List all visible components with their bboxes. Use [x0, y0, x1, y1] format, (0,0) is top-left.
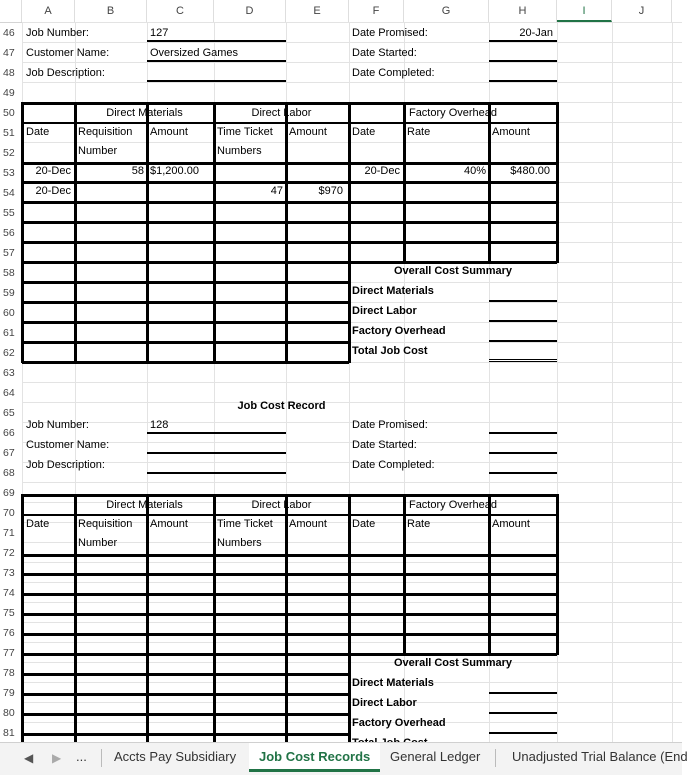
- row-header[interactable]: 71: [3, 527, 15, 539]
- row-header[interactable]: 54: [3, 187, 15, 199]
- row-header[interactable]: 76: [3, 627, 15, 639]
- entry-requisition-1[interactable]: 58: [131, 165, 144, 177]
- row-header[interactable]: 63: [3, 367, 15, 379]
- column-header-row: [0, 0, 682, 23]
- cell-border: [147, 452, 286, 454]
- direct-materials-header-2: Direct Materials: [106, 499, 183, 511]
- select-all-corner[interactable]: [0, 0, 22, 22]
- row-header[interactable]: 64: [3, 387, 15, 399]
- summary-direct-materials: Direct Materials: [352, 285, 434, 297]
- cell-border: [22, 733, 349, 736]
- more-sheets-button[interactable]: ...: [76, 749, 87, 764]
- row-header[interactable]: 66: [3, 427, 15, 439]
- summary-total-job-cost: Total Job Cost: [352, 345, 428, 357]
- row-header[interactable]: 61: [3, 327, 15, 339]
- column-header-e[interactable]: E: [286, 0, 349, 22]
- gridline: [22, 382, 682, 383]
- row-header[interactable]: 59: [3, 287, 15, 299]
- gridline: [612, 22, 613, 742]
- column-header-g[interactable]: G: [404, 0, 489, 22]
- cell-border: [22, 361, 349, 364]
- col-dl-amount-label: Amount: [289, 126, 327, 138]
- cell-border: [489, 712, 557, 714]
- cell-border: [488, 494, 491, 655]
- cell-border: [403, 102, 406, 263]
- col-time-ticket-label-2: Numbers: [217, 145, 262, 157]
- gridline: [672, 22, 673, 742]
- cell-border: [22, 713, 349, 716]
- row-header[interactable]: 51: [3, 127, 15, 139]
- entry-time-ticket-2[interactable]: 47: [270, 185, 283, 197]
- col-requisition-label-4: Number: [78, 537, 118, 549]
- col-date-label-2: Date: [26, 518, 50, 530]
- factory-overhead-header-2: Factory Overhead: [408, 499, 498, 511]
- direct-labor-header: Direct Labor: [251, 107, 312, 119]
- entry-date-1[interactable]: 20-Dec: [35, 165, 71, 177]
- gridline: [22, 142, 682, 143]
- date-promised-label: Date Promised:: [352, 27, 428, 39]
- scroll-tabs-left-icon[interactable]: ◀: [24, 751, 34, 765]
- cell-border: [489, 432, 557, 434]
- cell-border: [22, 241, 557, 244]
- row-header[interactable]: 73: [3, 567, 15, 579]
- cell-border: [22, 554, 557, 557]
- cell-border: [21, 494, 24, 755]
- col-date-label: Date: [26, 126, 50, 138]
- col-time-ticket-label-3: Time Ticket: [217, 518, 273, 530]
- row-header[interactable]: 57: [3, 247, 15, 259]
- col-requisition-label-3: Requisition: [78, 518, 133, 530]
- row-header[interactable]: 69: [3, 487, 15, 499]
- row-header[interactable]: 70: [3, 507, 15, 519]
- cell-border: [489, 340, 557, 342]
- job-description-label: Job Description:: [26, 67, 105, 79]
- cell-border: [489, 320, 557, 322]
- date-promised-label-2: Date Promised:: [352, 419, 428, 431]
- row-header[interactable]: 58: [3, 267, 15, 279]
- cell-border: [22, 321, 349, 324]
- row-header[interactable]: 46: [3, 27, 15, 39]
- col-fo-amount-label: Amount: [492, 126, 530, 138]
- cell-border: [489, 692, 557, 694]
- summary-direct-materials-2: Direct Materials: [352, 677, 434, 689]
- cell-border: [22, 201, 557, 204]
- column-header-f[interactable]: F: [349, 0, 404, 22]
- entry-fo-date-1[interactable]: 20-Dec: [364, 165, 400, 177]
- direct-labor-header-2: Direct Labor: [251, 499, 312, 511]
- date-promised-value[interactable]: 20-Jan: [519, 27, 553, 39]
- entry-date-2[interactable]: 20-Dec: [35, 185, 71, 197]
- sheet-tab-bar: [0, 742, 688, 775]
- row-header[interactable]: 62: [3, 347, 15, 359]
- column-header-c[interactable]: C: [147, 0, 214, 22]
- cell-border: [489, 361, 557, 362]
- column-header-a[interactable]: A: [22, 0, 75, 22]
- cell-border: [22, 341, 349, 344]
- cell-border: [146, 494, 149, 755]
- row-header[interactable]: 77: [3, 647, 15, 659]
- job-number-value[interactable]: 127: [150, 27, 169, 39]
- cell-border: [488, 102, 491, 263]
- cell-border: [22, 281, 349, 284]
- cell-border: [285, 102, 288, 363]
- row-header[interactable]: 68: [3, 467, 15, 479]
- cell-border: [22, 593, 557, 596]
- column-header-h[interactable]: H: [489, 0, 557, 22]
- cell-border: [74, 494, 77, 755]
- cell-border: [22, 673, 349, 676]
- summary-title: Overall Cost Summary: [394, 265, 512, 277]
- row-header[interactable]: 56: [3, 227, 15, 239]
- cell-border: [22, 221, 557, 224]
- gridline: [22, 582, 682, 583]
- row-header[interactable]: 47: [3, 47, 15, 59]
- row-header[interactable]: 50: [3, 107, 15, 119]
- customer-name-label-2: Customer Name:: [26, 439, 110, 451]
- job-cost-record-title: Job Cost Record: [237, 400, 326, 412]
- job-number-value-2[interactable]: 128: [150, 419, 169, 431]
- row-header[interactable]: 55: [3, 207, 15, 219]
- summary-direct-labor-2: Direct Labor: [352, 697, 417, 709]
- cell-border: [22, 573, 557, 576]
- customer-name-value[interactable]: Oversized Games: [150, 47, 239, 59]
- col-dm-amount-label-2: Amount: [150, 518, 188, 530]
- col-fo-date-label-2: Date: [352, 518, 376, 530]
- cell-border: [22, 693, 349, 696]
- tab-accts-pay-subsidiary[interactable]: Accts Pay Subsidiary: [114, 749, 237, 764]
- job-number-label-2: Job Number:: [26, 419, 89, 431]
- cell-border: [22, 301, 349, 304]
- date-started-label: Date Started:: [352, 47, 417, 59]
- cell-border: [21, 102, 24, 363]
- row-header[interactable]: 53: [3, 167, 15, 179]
- cell-border: [74, 102, 77, 363]
- job-description-label-2: Job Description:: [26, 459, 105, 471]
- factory-overhead-header: Factory Overhead: [408, 107, 498, 119]
- date-completed-label-2: Date Completed:: [352, 459, 435, 471]
- customer-name-label: Customer Name:: [26, 47, 110, 59]
- tab-job-cost-records[interactable]: Job Cost Records: [249, 743, 380, 772]
- job-number-label: Job Number:: [26, 27, 89, 39]
- cell-border: [403, 494, 406, 655]
- cell-border: [489, 472, 557, 474]
- cell-border: [489, 359, 557, 360]
- gridline: [22, 402, 682, 403]
- gridline: [22, 642, 682, 643]
- col-rate-label-2: Rate: [407, 518, 431, 530]
- column-header-i[interactable]: I: [557, 0, 612, 22]
- cell-border: [348, 102, 351, 363]
- column-header-j[interactable]: J: [612, 0, 672, 22]
- direct-materials-header: Direct Materials: [106, 107, 183, 119]
- col-time-ticket-label: Time Ticket: [217, 126, 273, 138]
- gridline: [22, 602, 682, 603]
- cell-border: [489, 300, 557, 302]
- col-dl-amount-label-2: Amount: [289, 518, 327, 530]
- col-dm-amount-label: Amount: [150, 126, 188, 138]
- col-rate-label: Rate: [407, 126, 431, 138]
- entry-dl-amount-2[interactable]: $970: [318, 185, 343, 197]
- entry-fo-amount-1[interactable]: $480.00: [510, 165, 550, 177]
- col-requisition-label-2: Number: [78, 145, 118, 157]
- gridline: [22, 542, 682, 543]
- col-time-ticket-label-4: Numbers: [217, 537, 262, 549]
- row-header[interactable]: 52: [3, 147, 15, 159]
- tab-general-ledger[interactable]: General Ledger: [390, 749, 481, 764]
- cell-border: [213, 102, 216, 363]
- cell-border: [22, 633, 557, 636]
- entry-dm-amount-1[interactable]: $1,200.00: [150, 165, 199, 177]
- row-header[interactable]: 65: [3, 407, 15, 419]
- cell-border: [556, 102, 559, 263]
- cell-border: [489, 452, 557, 454]
- summary-factory-overhead: Factory Overhead: [352, 325, 446, 337]
- row-header[interactable]: 48: [3, 67, 15, 79]
- cell-border: [146, 102, 149, 363]
- row-header[interactable]: 75: [3, 607, 15, 619]
- scroll-tabs-right-icon[interactable]: ▶: [52, 751, 62, 765]
- cell-border: [22, 613, 557, 616]
- summary-title-2: Overall Cost Summary: [394, 657, 512, 669]
- cell-border: [489, 80, 557, 82]
- cell-border: [348, 494, 351, 755]
- row-header[interactable]: 74: [3, 587, 15, 599]
- column-header-d[interactable]: D: [214, 0, 286, 22]
- row-header[interactable]: 81: [3, 727, 15, 739]
- summary-factory-overhead-2: Factory Overhead: [352, 717, 446, 729]
- cell-border: [147, 80, 286, 82]
- gridline: [22, 562, 682, 563]
- tab-separator: [495, 749, 496, 767]
- date-started-label-2: Date Started:: [352, 439, 417, 451]
- date-completed-label: Date Completed:: [352, 67, 435, 79]
- tab-unadjusted-trial-balance[interactable]: Unadjusted Trial Balance (End: [512, 749, 688, 764]
- cell-border: [285, 494, 288, 755]
- gridline: [22, 482, 682, 483]
- tab-separator: [101, 749, 102, 767]
- cell-border: [556, 494, 559, 655]
- row-header[interactable]: 72: [3, 547, 15, 559]
- row-header[interactable]: 49: [3, 87, 15, 99]
- row-header[interactable]: 78: [3, 667, 15, 679]
- row-header[interactable]: 60: [3, 307, 15, 319]
- col-requisition-label: Requisition: [78, 126, 133, 138]
- entry-rate-1[interactable]: 40%: [463, 165, 486, 177]
- cell-border: [213, 494, 216, 755]
- col-fo-amount-label-2: Amount: [492, 518, 530, 530]
- row-header[interactable]: 67: [3, 447, 15, 459]
- cell-border: [489, 60, 557, 62]
- column-header-b[interactable]: B: [75, 0, 147, 22]
- summary-direct-labor: Direct Labor: [352, 305, 417, 317]
- cell-border: [489, 732, 557, 734]
- col-fo-date-label: Date: [352, 126, 376, 138]
- gridline: [22, 622, 682, 623]
- row-header[interactable]: 80: [3, 707, 15, 719]
- cell-border: [147, 472, 286, 474]
- row-header[interactable]: 79: [3, 687, 15, 699]
